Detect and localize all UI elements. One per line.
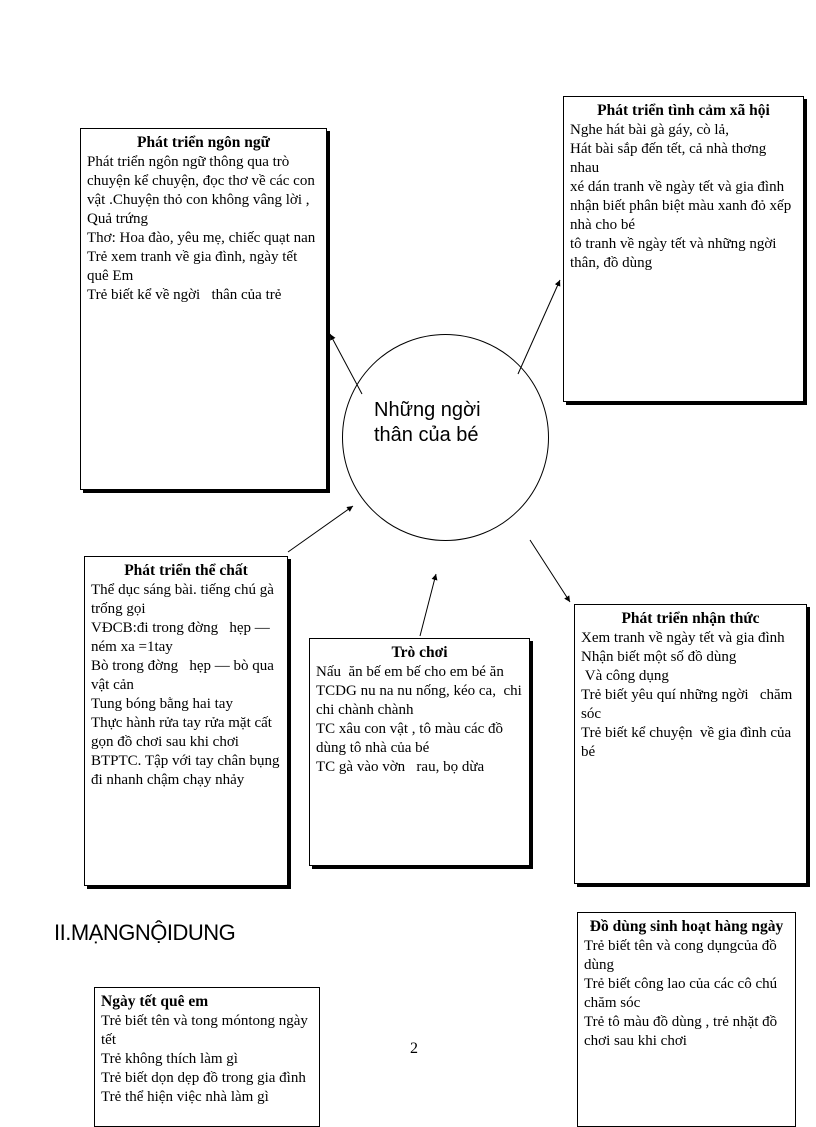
box-line: TC gà vào vờn rau, bọ dừa — [316, 759, 485, 775]
box-title: Phát triển tình cảm xã hội — [597, 102, 770, 119]
box-line: VĐCB:đi trong đờng hẹp — ném xa =1tay — [91, 620, 274, 655]
box-line: Trẻ biết tên và tong móntong ngày tết — [101, 1013, 312, 1048]
box-line: Thơ: Hoa đào, yêu mẹ, chiếc quạt nan — [87, 230, 316, 246]
box-line: Thể dục sáng bài. tiếng chú gà trống gọi — [91, 582, 278, 617]
box-line: Trẻ biết kể chuyện về gia đình của bé — [581, 725, 795, 760]
box-line: TCDG nu na nu nống, kéo ca, chi chi chành chành — [316, 683, 526, 718]
physical-development-box — [84, 556, 288, 886]
box-line: Và công dụng — [581, 668, 669, 684]
box-line: Trẻ biết dọn dẹp đồ trong gia đình — [101, 1070, 306, 1086]
box-title: Phát triển ngôn ngữ — [137, 134, 270, 151]
center-label-line2: thân của bé — [374, 424, 479, 446]
box-title: Ngày tết quê em — [101, 993, 209, 1010]
box-line: Phát triển ngôn ngữ thông qua trò chuyện kể chuyện, đọc thơ về các con vật .Chuyện thỏ con không vâng lời , Quả trứng — [87, 154, 319, 227]
box-line: Xem tranh về ngày tết và gia đình — [581, 630, 785, 646]
box-line: BTPTC. Tập với tay chân bụng đi nhanh chậm chạy nhảy — [91, 753, 284, 788]
box-line: Trẻ không thích làm gì — [101, 1051, 238, 1067]
arrow-to-cognitive — [530, 540, 570, 602]
box-line: Trẻ biết công lao của các cô chú chăm sóc — [584, 976, 781, 1011]
box-line: Tung bóng bằng hai tay — [91, 696, 233, 712]
box-line: Bò trong đờng hẹp — bò qua vật cản — [91, 658, 278, 693]
page-number: 2 — [410, 1040, 418, 1057]
box-line: Trẻ biết kể về ngời thân của trẻ — [87, 287, 282, 303]
center-label — [374, 398, 534, 448]
games-box — [309, 638, 530, 866]
language-development-box — [80, 128, 327, 490]
box-line: Trẻ tô màu đồ dùng , trẻ nhặt đồ chơi sau khi chơi — [584, 1014, 781, 1049]
box-line: TC xâu con vật , tô màu các đồ dùng tô nhà của bé — [316, 721, 507, 756]
box-line: xé dán tranh về ngày tết và gia đình nhận biết phân biệt màu xanh đỏ xếp nhà cho bé — [570, 179, 795, 233]
box-title: Phát triển thể chất — [124, 562, 248, 579]
household-items-box — [577, 912, 796, 1127]
box-title: Đồ dùng sinh hoạt hàng ngày — [589, 918, 784, 935]
center-label-line1: Những ngời — [374, 399, 481, 421]
box-line: Trẻ thể hiện việc nhà làm gì — [101, 1089, 269, 1105]
box-title: Trò chơi — [391, 644, 448, 661]
cognitive-development-box — [574, 604, 807, 884]
box-line: Nhận biết một số đồ dùng — [581, 649, 737, 665]
box-line: Nghe hát bài gà gáy, cò lả, — [570, 122, 729, 138]
box-line: Trẻ biết tên và cong dụngcủa đồ dùng — [584, 938, 781, 973]
tet-box — [94, 987, 320, 1127]
box-line: tô tranh về ngày tết và những ngời thân, đồ dùng — [570, 236, 781, 271]
box-line: Trẻ xem tranh về gia đình, ngày tết quê Em — [87, 249, 301, 284]
box-line: Nấu ăn bế em bế cho em bé ăn — [316, 664, 504, 680]
social-emotional-box — [563, 96, 804, 402]
box-line: Hát bài sắp đến tết, cả nhà thơng nhau — [570, 141, 770, 176]
box-line: Trẻ biết yêu quí những ngời chăm sóc — [581, 687, 797, 722]
box-line: Thực hành rửa tay rửa mặt cất gọn đồ chơi sau khi chơi — [91, 715, 276, 750]
box-title: Phát triển nhận thức — [621, 610, 760, 627]
arrow-to-physical — [288, 506, 353, 552]
arrow-to-games — [420, 574, 436, 636]
section-heading: II.MẠNGNỘIDUNG — [54, 920, 236, 945]
arrow-to-social — [518, 280, 560, 374]
